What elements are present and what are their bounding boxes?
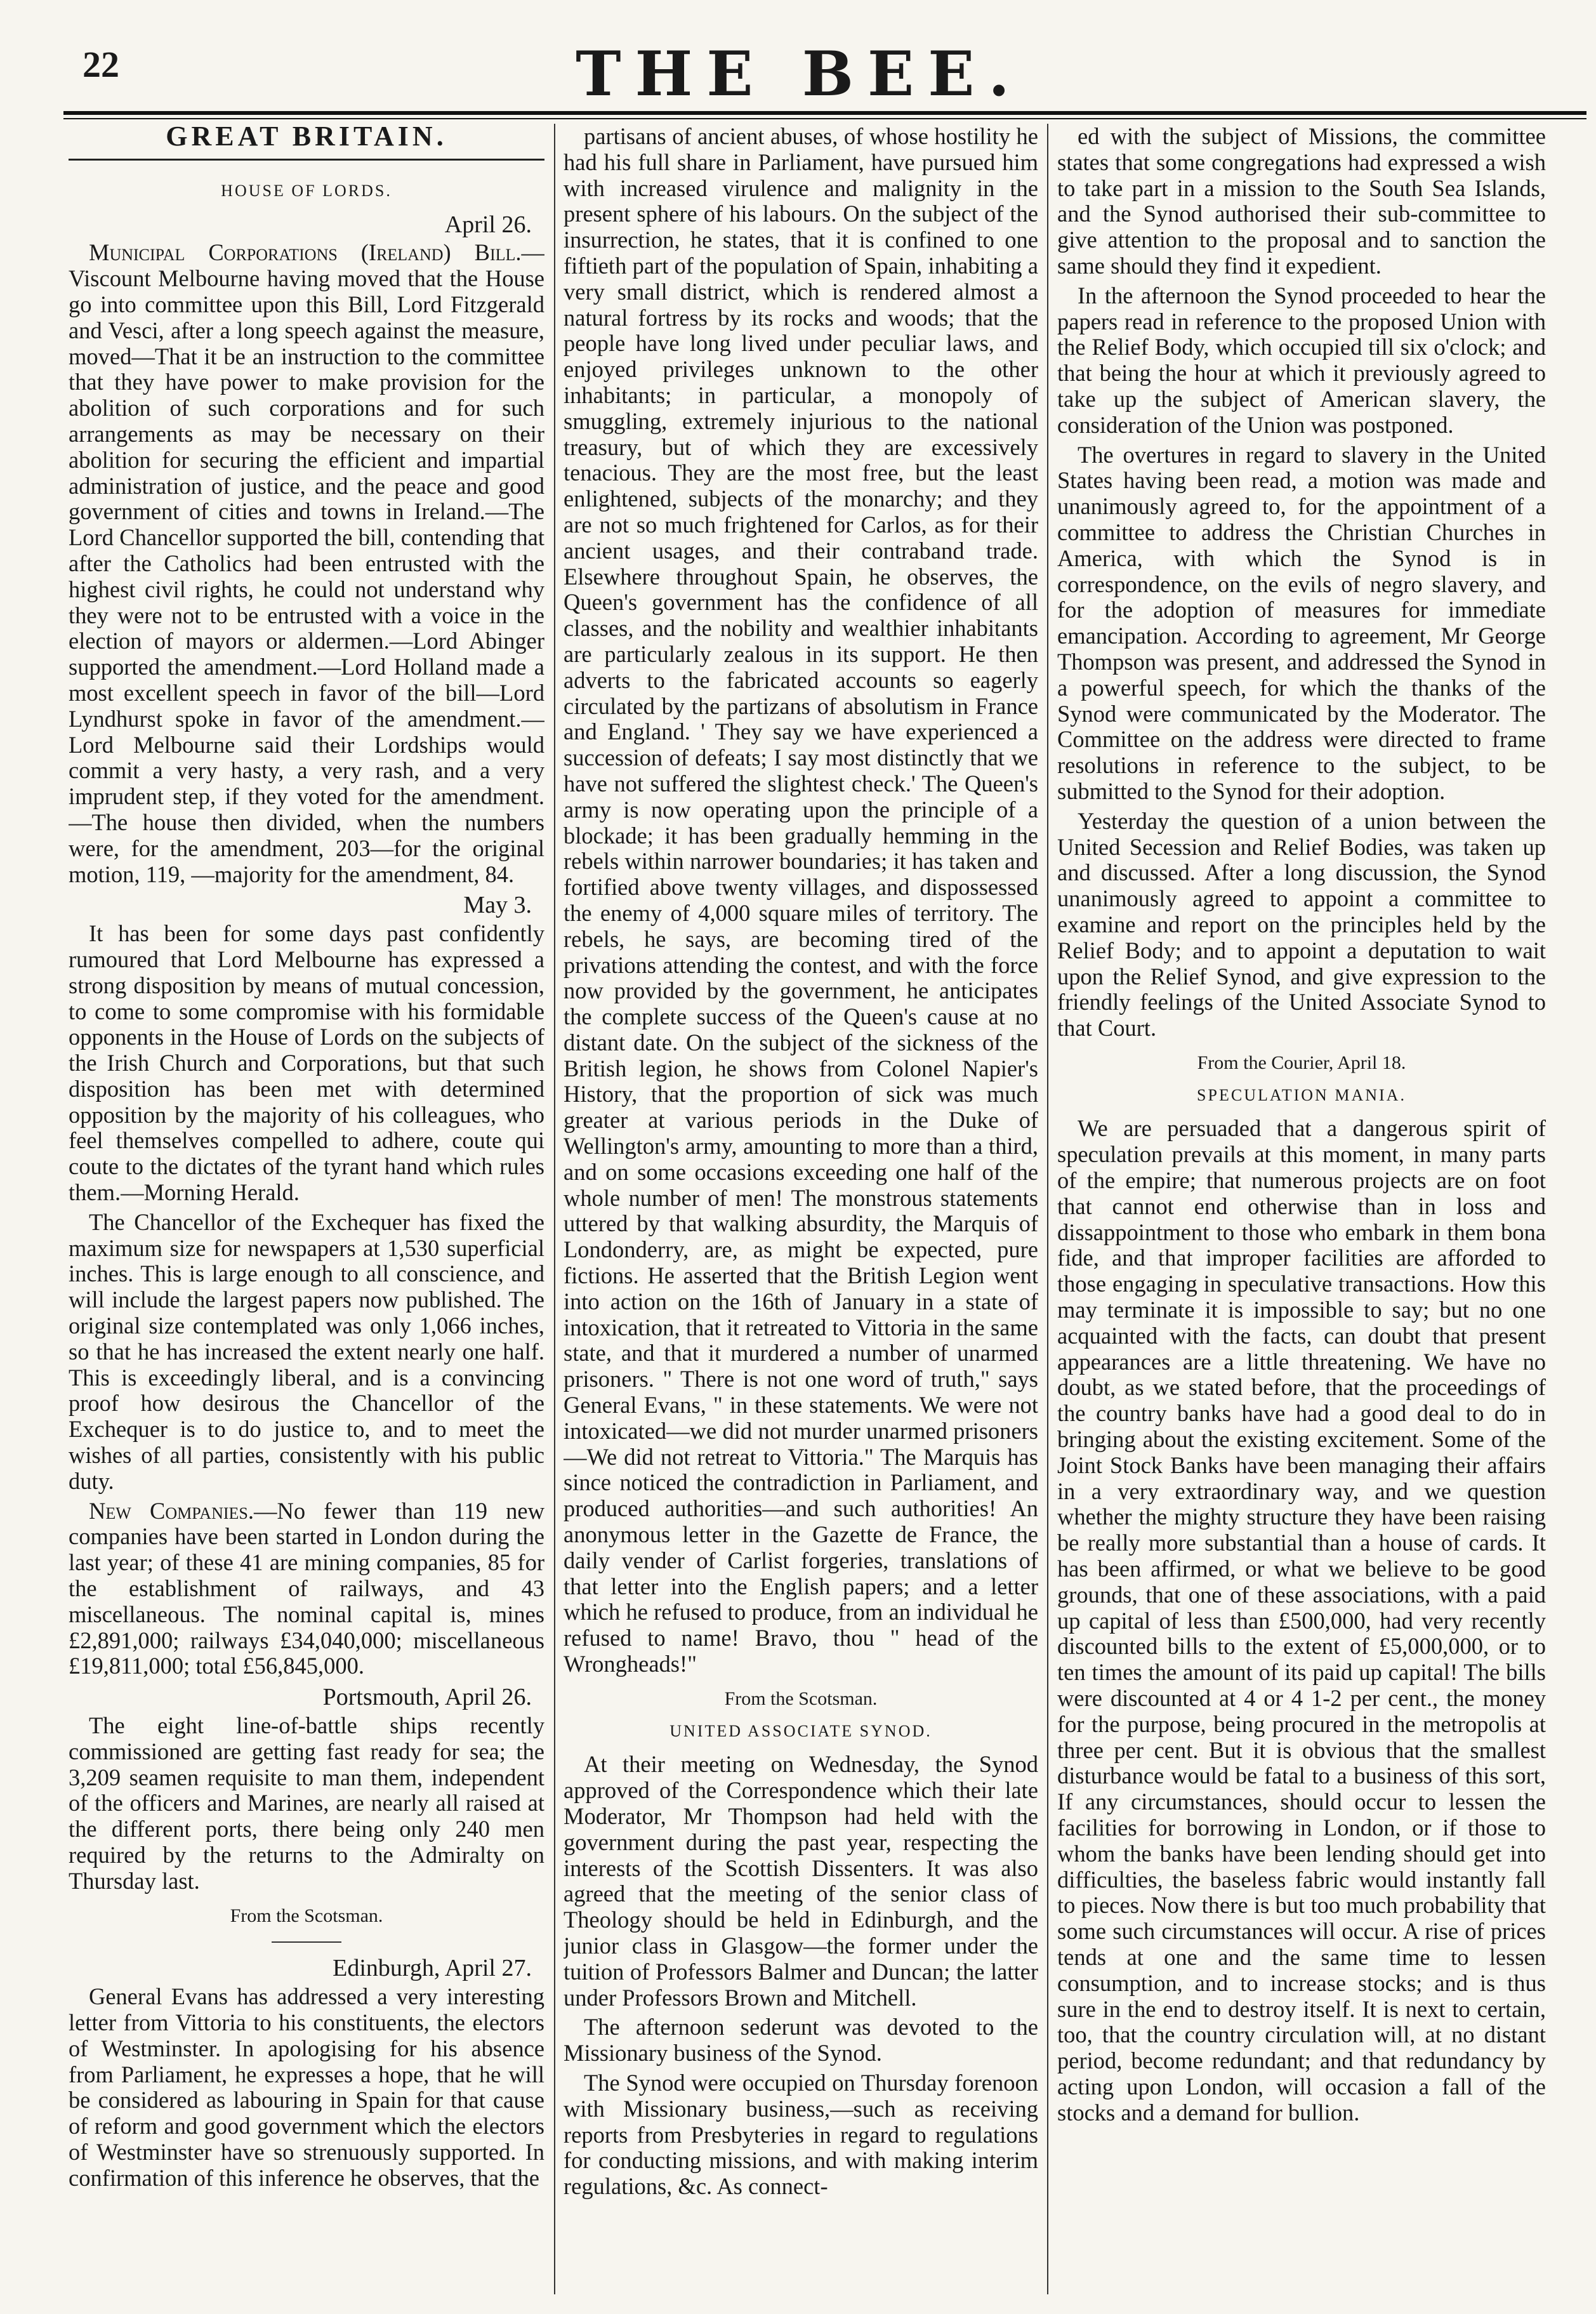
article-paragraph: partisans of ancient abuses, of whose hostility he had his full share in Parliament, have pursued him with increased virulence and malignity in the present sphere of his labours. On the subject of the insurrection, he states, that it is confined to one fiftieth part of the population of Spain, inhabiting a very small district, which is rendered almost a natural fortress by its rocks and woods; that the people have long lived under peculiar laws, and enjoyed privileges unknown to the other inhabitants; in particular, a monopoly of smuggling, extremely injurious to the national treasury, but of which they are excessively tenacious. They are the most free, but the least enlightened, subjects of the monarchy; and they are not so much frightened for Carlos, as for their ancient usages, and their contraband trade. Elsewhere throughout Spain, he observes, the Queen's government has the confidence of all classes, and the nobility and wealthier inhabitants are particularly zealous in its support. He then adverts to the fabricated accounts so eagerly circulated by the partizans of absolutism in France and England. ' They say we have experienced a succession of defeats; I say most distinctly that we have not suffered the slightest check.' The Queen's army is now operating upon the principle of a blockade; it has been gradually hemming in the rebels within narrower boundaries; it has taken and fortified above twenty villages, and dispossessed the enemy of 4,000 square miles of territory. The rebels, he says, are becoming tired of the privations attending the contest, and with the force now provided by the government, he anticipates the complete success of the Queen's cause at no distant date. On the subject of the sickness of the British legion, he shows from Colonel Napier's History, that the proportion of sick was much greater at various periods in the Duke of Wellington's army, amounting to more than a third, and on some occasions exceeding one half of the whole number of men! The monstrous statements uttered by that walking absurdity, the Marquis of Londonderry, are, as might be expected, pure fictions. He asserted that the British Legion went into action on the 16th of January in a state of intoxication, that it retreated to Vittoria in the same state, and that it murdered a number of unarmed prisoners. " There is not one word of truth," says General Evans, " in these statements. We were not intoxicated—we did not murder unarmed prisoners —We did not retreat to Vittoria." The Marquis has since noticed the contradiction in Parliament, and produced authorities—and such authorities! An anonymous letter in the Gazette de France, the daily vender of Carlist forgeries, translations of that letter into the English papers; and a letter which he refused to produce, from an individual he refused to name! Bravo, thou " head of the Wrongheads!" (564, 124, 1038, 1677)
article-paragraph: The Synod were occupied on Thursday forenoon with Missionary business,—such as receiving reports from Presbyteries in regard to regulations for conducting missions, and with making interim regulations, &c. As connect- (564, 2069, 1038, 2200)
dateline: April 26. (444, 211, 532, 238)
newspaper-title: THE BEE. (576, 38, 1024, 110)
masthead-rule-thin (63, 118, 1586, 119)
masthead-rule-thick (63, 111, 1586, 115)
article-paragraph: The overtures in regard to slavery in the United States having been read, a motion was made and unanimously agreed to, for the appointment of a committee to address the Christian Churches in America, with which the Synod is in correspondence, on the evils of negro slavery, and for the adoption of measures for immediate emancipation. According to agreement, Mr George Thompson was present, and addressed the Synod in a powerful speech, for which the thanks of the Synod were communicated by the Moderator. The Committee on the address were directed to frame resolutions in reference to the subject, to be submitted to the Synod for their adoption. (1057, 441, 1546, 804)
article-text: —Viscount Melbourne having moved that the House go into committee upon this Bill, Lord Fitzgerald and Vesci, after a long speech against the measure, moved—That it be an instruction to the committee that they have power to make provision for the abolition of such corporations and for such arrangements as may be necessary on their abolition for securing the efficient and impartial administration of justice, and the peace and good government of cities and towns in Ireland.—The Lord Chancellor supported the bill, contending that after the Catholics had been entrusted with the highest civil rights, he could not understand why they were not to be entrusted with a voice in the election of mayors or aldermen.—Lord Abinger supported the amendment.—Lord Holland made a most excellent speech in favor of the bill—Lord Lyndhurst spoke in favor of the amendment.—Lord Melbourne said their Lordships would commit a very hasty, a very rash, and a very imprudent step, if they voted for the amendment.—The house then divided, when the numbers were, for the amendment, 203—for the original motion, 119, —majority for the amendment, 84. (69, 239, 544, 887)
dateline: Edinburgh, April 27. (333, 1955, 532, 1982)
subsection-heading: SPECULATION MANIA. (1197, 1085, 1406, 1104)
article-lead: Municipal Corporations (Ireland) Bill. (89, 239, 522, 266)
column-2 (564, 124, 1038, 2294)
article-paragraph: The eight line-of-battle ships recently commissioned are getting fast ready for sea; the 3,209 seamen requisite to man them, independent of the officers and Marines, are nearly all raised at the different ports, there being only 240 men required by the returns to the Admiralty on Thursday last. (69, 1712, 544, 1894)
article-paragraph: The Chancellor of the Exchequer has fixed the maximum size for newspapers at 1,530 superficial inches. This is large enough to all conscience, and will include the largest papers now published. The original size contemplated was only 1,066 inches, so that he has increased the extent nearly one half. This is exceedingly liberal, and is a convincing proof how desirous the Chancellor of the Exchequer is to do justice to, and to meet the wishes of all parties, consistently with his public duty. (69, 1208, 544, 1494)
article-paragraph: In the afternoon the Synod proceeded to hear the papers read in reference to the proposed Union with the Relief Body, which occupied till six o'clock; and that being the hour at which it previously agreed to take up the subject of American slavery, the consideration of the Union was postponed. (1057, 282, 1546, 438)
article-paragraph: At their meeting on Wednesday, the Synod approved of the Correspondence which their late Moderator, Mr Thompson had held with the government during the past year, respecting the interests of the Scottish Dissenters. It was also agreed that the meeting of the senior class of Theology should be held in Edinburgh, and the junior class in Glasgow—the former under the tuition of Professors Balmer and Duncan; the latter under Professors Brown and Mitchell. (564, 1751, 1038, 2011)
section-heading: GREAT BRITAIN. (166, 124, 447, 152)
article-paragraph: We are persuaded that a dangerous spirit of speculation prevails at this moment, in many parts of the empire; that numerous projects are on foot that cannot end otherwise than in loss and dissappointment to those who embark in them bona fide, and that improper facilities are afforded to those engaging in speculative transactions. How this may terminate it is impossible to say; but no one acquainted with the facts, can doubt that present appearances are a little threatening. We have no doubt, as we stated before, that the proceedings of the country banks have had a good deal to do in bringing about the existing excitement. Some of the Joint Stock Banks have been managing their affairs in a very extraordinary way, and we question whether the mighty structure they have been raising be really more substantial than a house of cards. It has been affirmed, or what we believe to be good grounds, that one of these associations, with a paid up capital of less than £500,000, had very recently discounted bills to the extent of £5,000,000, or to ten times the amount of its paid up capital! The bills were discounted at 4 or 4 1-2 per cent., the money for the purpose, being procured in the metropolis at three per cent. But it is obvious that the smallest disturbance would be fatal to a business of this sort, If any circumstances, should occur to lessen the facilities for borrowing in London, or if those to whom the banks have been lending should get into difficulties, the baseless fabric would instantly fall to pieces. Now there is but too much probability that some such circumstances will occur. A rise of prices tends at one and the same time to lessen consumption, and to increase stocks; and is thus sure in the end to destroy itself. It is next to certain, too, that the country circulation will, at no distant period, become redundant; and that redundancy by acting upon London, will occasion a fall of the stocks and a demand for bullion. (1057, 1115, 1546, 2126)
column-3 (1057, 124, 1546, 2294)
article-paragraph (69, 1498, 544, 1680)
column-divider-2 (1047, 124, 1048, 2294)
source-line: From the Courier, April 18. (1197, 1052, 1406, 1073)
dateline: Portsmouth, April 26. (322, 1684, 532, 1711)
source-line: From the Scotsman. (724, 1688, 878, 1709)
section-rule (272, 1941, 341, 1943)
subsection-heading: UNITED ASSOCIATE SYNOD. (669, 1721, 932, 1740)
column-divider-1 (554, 124, 555, 2294)
article-paragraph: ed with the subject of Missions, the committee states that some congregations had expressed a wish to take part in a mission to the South Sea Islands, and the Synod authorised their sub-committee to give attention to the proposal and to sanction the same should they find it expedient. (1057, 124, 1546, 279)
article-paragraph: The afternoon sederunt was devoted to the Missionary business of the Synod. (564, 2014, 1038, 2066)
subsection-heading: HOUSE OF LORDS. (221, 181, 392, 200)
article-paragraph: It has been for some days past confidently rumoured that Lord Melbourne has expressed a strong disposition by means of mutual concession, to come to some compromise with his formidable opponents in the House of Lords on the subjects of the Irish Church and Corporations, but that such disposition has been met with determined opposition by the majority of his colleagues, who feel themselves compelled to adhere, coute qui coute to the dictates of the tyrant hand which rules them.—Morning Herald. (69, 920, 544, 1206)
page-number: 22 (82, 44, 119, 85)
heading-rule (69, 159, 544, 161)
source-line: From the Scotsman. (230, 1905, 383, 1926)
article-paragraph (69, 240, 544, 887)
article-lead: New Companies. (89, 1497, 254, 1524)
article-text: —No fewer than 119 new companies have been started in London during the last year; of these 41 are mining companies, 85 for the establishment of railways, and 43 miscellaneous. The nominal capital is, mines £2,891,000; railways £34,040,000; miscellaneous £19,811,000; total £56,845,000. (69, 1497, 544, 1679)
masthead (38, 38, 1561, 108)
article-paragraph: Yesterday the question of a union between the United Secession and Relief Bodies, was taken up and discussed. After a long discussion, the Synod unanimously agreed to appoint a committee to examine and report on the principles held by the Relief Body; and to appoint a deputation to wait upon the Relief Synod, and give expression to the friendly feelings of the United Associate Synod to that Court. (1057, 807, 1546, 1041)
dateline: May 3. (463, 892, 532, 919)
article-paragraph: General Evans has addressed a very interesting letter from Vittoria to his constituents, the electors of Westminster. In apologising for his absence from Parliament, he expresses a hope, that he will be considered as labouring in Spain for that cause of reform and good government which the electors of Westminster have so strenuously supported. In confirmation of this inference he observes, that the (69, 1983, 544, 2191)
column-1 (69, 124, 544, 2294)
